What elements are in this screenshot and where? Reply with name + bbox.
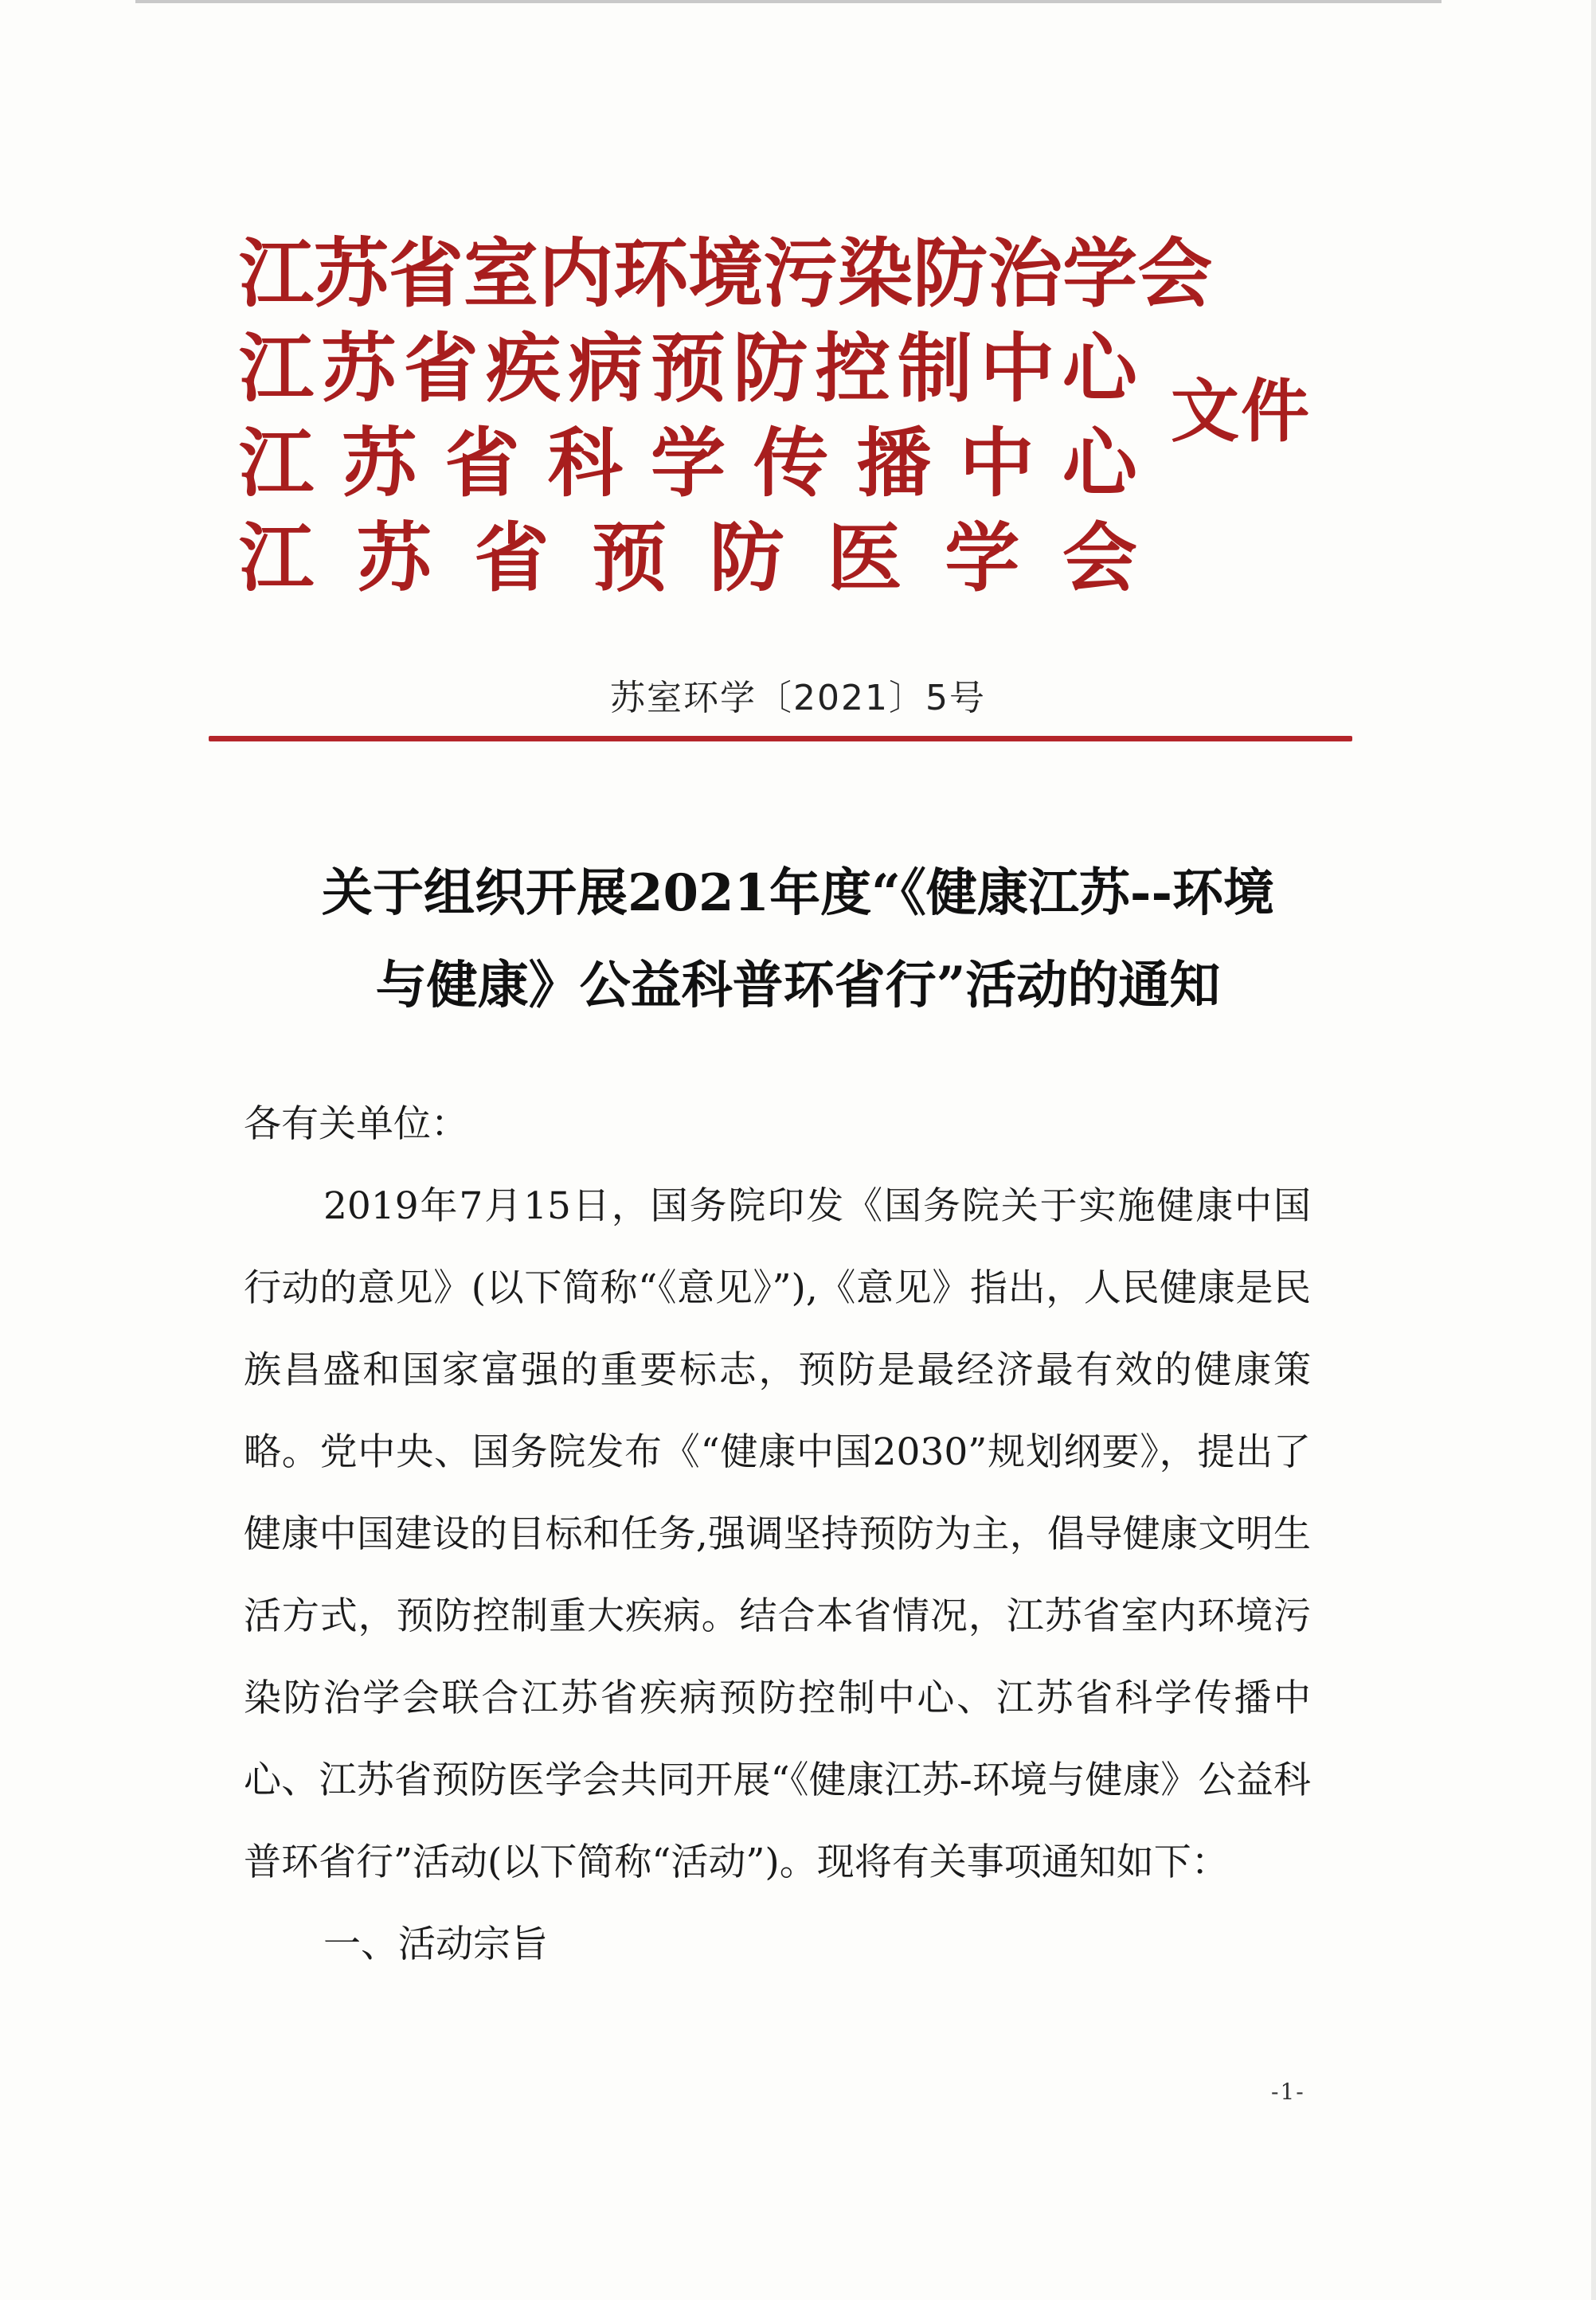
issuer-char: 苏: [314, 230, 389, 318]
document-number: 苏室环学〔2021〕5号: [610, 678, 986, 718]
issuer-char: 江: [239, 325, 315, 413]
issuer-char: 制: [898, 325, 973, 413]
issuer-char: 染: [838, 230, 913, 318]
issuer-line: [239, 419, 1137, 508]
issuer-char: 传: [753, 420, 829, 507]
title-line-1: 关于组织开展2021年度“《健康江苏--环境: [321, 863, 1275, 923]
issuer-char: 江: [239, 420, 315, 507]
issuer-char: 苏: [342, 420, 417, 507]
issuer-char: 中: [959, 420, 1035, 507]
salutation: 各有关单位：: [244, 1102, 468, 1146]
paragraph: 2019年7月15日，国务院印发《国务院关于实施健康中国行动的意见》(以下简称“《意见》”),《意见》指出，人民健康是民族昌盛和国家富强的重要标志，预防是最经济最有效的健康策略。党中央、国务院发布《“健康中国2030”规划纲要》，提出了健康中国建设的目标和任务,强调坚持预防为主，倡导健康文明生活方式，预防控制重大疾病。结合本省情况，江苏省室内环境污染防治学会联合江苏省疾病预防控制中心、江苏省科学传播中心、江苏省预防医学会共同开展“《健康江苏-环境与健康》公益科普环省行”活动(以下简称“活动”)。现将有关事项通知如下：: [244, 1184, 1311, 1884]
document-label: 文件: [1171, 371, 1311, 452]
issuer-char: 省: [389, 230, 464, 318]
issuer-char: 苏: [356, 514, 432, 602]
issuer-line: [239, 229, 1213, 319]
issuer-char: 防: [709, 514, 784, 602]
issuer-char: 防: [913, 230, 988, 318]
issuer-char: 心: [1062, 420, 1137, 507]
issuer-char: 学: [650, 420, 726, 507]
title-line-2: 与健康》公益科普环省行”活动的通知: [375, 956, 1221, 1015]
issuer-char: 心: [1062, 325, 1137, 413]
issuer-char: 江: [239, 514, 315, 602]
section-heading: 一、活动宗旨: [323, 1923, 548, 1966]
issuer-char: 播: [856, 420, 932, 507]
issuer-char: 省: [444, 420, 520, 507]
red-separator-line: [209, 736, 1352, 741]
issuer-char: 控: [815, 325, 890, 413]
issuer-char: 预: [592, 514, 667, 602]
issuer-char: 江: [239, 230, 315, 318]
issuer-char: 学: [1062, 230, 1138, 318]
scan-edge-top: [135, 0, 1441, 3]
issuer-line: [239, 324, 1137, 413]
issuer-char: 省: [474, 514, 550, 602]
issuer-char: 疾: [486, 325, 561, 413]
document-title: [191, 847, 1405, 1032]
issuer-char: 防: [733, 325, 808, 413]
issuer-char: 治: [988, 230, 1063, 318]
issuer-block: [239, 229, 1213, 608]
issuer-char: 学: [945, 514, 1020, 602]
issuer-char: 苏: [321, 325, 397, 413]
issuer-char: 病: [568, 325, 643, 413]
issuer-char: 会: [1137, 230, 1213, 318]
issuer-char: 省: [403, 325, 479, 413]
issuer-char: 预: [650, 325, 726, 413]
page-number: -1-: [1271, 2079, 1305, 2105]
issuer-char: 内: [538, 230, 614, 318]
issuer-char: 科: [547, 420, 623, 507]
issuer-char: 环: [613, 230, 689, 318]
document-body: [244, 1083, 1311, 1985]
issuer-char: 中: [980, 325, 1055, 413]
issuer-char: 会: [1062, 514, 1137, 602]
issuer-char: 污: [763, 230, 839, 318]
issuer-line: [239, 514, 1137, 603]
issuer-char: 医: [827, 514, 902, 602]
issuer-char: 境: [688, 230, 764, 318]
issuer-char: 室: [464, 230, 539, 318]
scan-edge-right: [1591, 0, 1596, 2300]
